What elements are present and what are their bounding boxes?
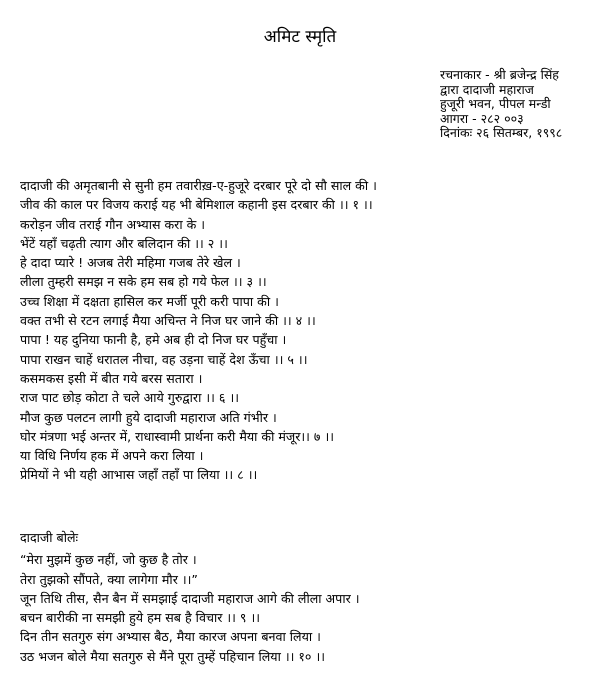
- verse-line: लीला तुम्हरी समझ न सके हम सब हो गये फेल ।। ३ ।।: [20, 274, 267, 290]
- address-line: हुजूरी भवन, पीपल मन्डी: [440, 96, 551, 112]
- verse-line: जीव की काल पर विजय कराई यह भी बेमिशाल कहानी इस दरबार की ।। १ ।।: [20, 197, 373, 213]
- verse-line: उच्च शिक्षा में दक्षता हासिल कर मर्जी पूरी करी पापा की ।: [20, 293, 279, 309]
- poem-verses: [20, 176, 595, 485]
- city-line: आगरा - २८२ ००३: [440, 110, 524, 126]
- verse-line: कसमकस इसी में बीत गये बरस सतारा ।: [20, 370, 203, 386]
- author-line: रचनाकार - श्री ब्रजेन्द्र सिंह: [440, 67, 559, 82]
- verse-line: प्रेमियों ने भी यही आभास जहाँ तहाँ पा लिया ।। ८ ।।: [20, 467, 258, 483]
- closing-heading: दादाजी बोलेः: [20, 530, 79, 545]
- verse-line: या विधि निर्णय हक में अपने करा लिया ।: [20, 448, 204, 464]
- closing-line: उठ भजन बोले मैया सतगुरु से मैंने पूरा तुम्हें पहिचान लिया ।। १० ।।: [20, 648, 326, 664]
- closing-line: तेरा तुझको सौंपते, क्या लागेगा मौर ।।”: [20, 571, 198, 587]
- verse-line: हे दादा प्यारे ! अजब तेरी महिमा गजब तेरे खेल ।: [20, 255, 241, 271]
- poem-title: अमिट स्मृति: [263, 27, 337, 47]
- closing-line: जून तिथि तीस, सैन बैन में समझाई दादाजी महाराज आगे की लीला अपार ।: [20, 590, 360, 606]
- verse-line: दादाजी की अमृतबानी से सुनी हम तवारीख़-ए-हुजूरे दरबार पूरे दो सौ साल की ।: [20, 178, 377, 193]
- verse-line: वक्त तभी से रटन लगाई मैया अचिन्त ने निज घर जाने की ।। ४ ।।: [20, 313, 316, 329]
- closing-line: बचन बारीकी ना समझी हुये हम सब है विचार ।। ९ ।।: [20, 610, 261, 626]
- via-line: द्वारा दादाजी महाराज: [440, 81, 534, 97]
- closing-section: [20, 528, 595, 666]
- verse-line: मौज कुछ पलटन लागी हुये दादाजी महाराज अति गंभीर ।: [20, 409, 277, 425]
- author-block: [440, 68, 600, 141]
- verse-line: भेंटें यहाँ चढ़ती त्याग और बलिदान की ।। २ ।।: [20, 235, 228, 251]
- closing-line: “मेरा मुझमें कुछ नहीं, जो कुछ है तोर ।: [20, 552, 197, 568]
- verse-line: घोर मंत्रणा भई अन्तर में, राधास्वामी प्रार्थना करी मैया की मंजूर।। ७ ।।: [20, 428, 335, 444]
- verse-line: पापा ! यह दुनिया फानी है, हमे अब ही दो निज घर पहुँचा ।: [20, 332, 287, 348]
- verse-line: करोड़न जीव तराई गौन अभ्यास करा के ।: [20, 216, 206, 232]
- verse-line: पापा राखन चाहें धरातल नीचा, वह उड़ना चाहें देश ऊँचा ।। ५ ।।: [20, 351, 308, 367]
- date-line: दिनांकः २६ सितम्बर, १९९८: [440, 125, 563, 141]
- verse-line: राज पाट छोड़ कोटा ते चले आये गुरुद्वारा ।। ६ ।।: [20, 390, 239, 406]
- closing-line: दिन तीन सतगुरु संग अभ्यास बैठ, मैया कारज अपना बनवा लिया ।: [20, 629, 321, 645]
